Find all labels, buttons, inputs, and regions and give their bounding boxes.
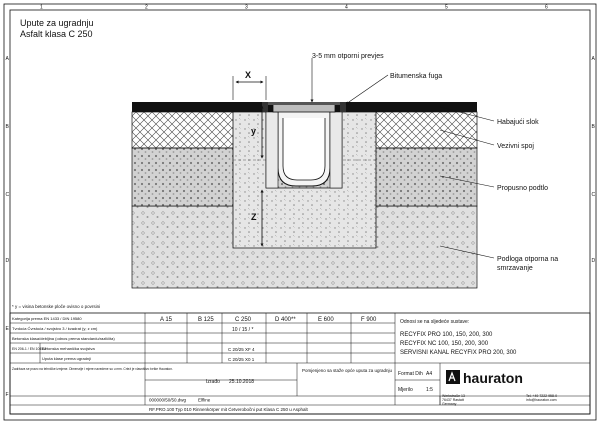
class-cell: A 15 bbox=[160, 317, 173, 323]
footer-description: RF.PRO.100 Typ 010 Rinnenkörper mit Ćetverobočni put Klasa C 250 u Asphalt bbox=[149, 407, 308, 412]
checked-note: Pomjenjeno sa staže opće uputa za ugradnju bbox=[302, 368, 393, 373]
address-line: 76437 Rastatt bbox=[442, 398, 464, 402]
row-letter: D bbox=[591, 258, 596, 264]
row-letter: D bbox=[5, 258, 10, 264]
label-binding: Vezivni spoj bbox=[497, 143, 534, 150]
hauraton-logo-icon bbox=[446, 370, 523, 386]
drawn-date: 25.10.2018 bbox=[229, 379, 255, 385]
email: info@hauraton.com bbox=[526, 398, 557, 402]
channel-inner bbox=[283, 118, 325, 180]
col-number: 5 bbox=[445, 4, 448, 11]
callout-gap bbox=[312, 53, 384, 102]
drawn-label: Izrađo bbox=[206, 379, 220, 385]
label-subbase-2: smrzavanje bbox=[497, 265, 533, 272]
row-letter: E bbox=[5, 326, 9, 332]
row-letter: A bbox=[5, 56, 9, 62]
dim-x-label: X bbox=[245, 70, 252, 80]
row3-label: Betonska klasa/debljina (odnos prema standardu/različita) bbox=[12, 336, 115, 341]
grating bbox=[273, 104, 335, 112]
c250-install-class: C 20/25 X0 1 bbox=[228, 357, 255, 362]
row1-label: Kategorija prema EN 1433 / DIN 19580 bbox=[12, 316, 82, 321]
col-number: 1 bbox=[40, 4, 43, 11]
class-cell: D 400** bbox=[275, 317, 296, 323]
c250-concrete-class: C 20/25 XF 4 bbox=[228, 347, 255, 352]
format-label: Format Dih bbox=[398, 371, 423, 377]
channel-wall-left bbox=[266, 112, 278, 188]
scale-label: Mjerilo bbox=[398, 387, 413, 393]
address-line: Werkstraße 13 bbox=[442, 394, 465, 398]
brand-name: hauraton bbox=[463, 370, 523, 386]
load-classes bbox=[160, 317, 377, 323]
address-line: Germany bbox=[442, 402, 457, 406]
class-cell: E 600 bbox=[318, 317, 334, 323]
row-index-left bbox=[6, 56, 10, 398]
legal-note: Zadržava se pravo na tehničke izmjene. Dimenzije i mjere navedene su u mm. Crtež je vlasništvo tvrtke Hauraton. bbox=[12, 367, 173, 371]
product-line: SERVISNI KANAL RECYFIX PRO 200, 300 bbox=[400, 350, 517, 356]
dimension-x bbox=[233, 70, 266, 100]
row-index-right bbox=[592, 56, 596, 264]
c250-dimensions: 10 / 15 / * bbox=[232, 327, 254, 333]
callout-joint-text: Bitumenska fuga bbox=[390, 73, 443, 80]
row4-label: Betonska mehanička svojstva bbox=[42, 346, 95, 351]
callout-gap-text: 3-5 mm otporni prevjes bbox=[312, 53, 384, 60]
channel-wall-right bbox=[330, 112, 342, 188]
row2-label: Tvrdoća Ćvrstoća / svojstvo 3 / kvadrat (y; z cm) bbox=[12, 326, 98, 331]
col-number: 4 bbox=[345, 4, 348, 11]
row5-label: Uputa klase prema ugradnji bbox=[42, 356, 91, 361]
class-cell: F 900 bbox=[361, 317, 377, 323]
col-number: 6 bbox=[545, 4, 548, 11]
label-subbase-1: Podloga otporna na bbox=[497, 256, 559, 263]
row4-code: EN 206-1 / EN 1045-2 bbox=[12, 347, 47, 351]
dim-y-label: y bbox=[251, 126, 257, 136]
row-letter: F bbox=[5, 392, 9, 398]
class-cell: C 250 bbox=[235, 317, 252, 323]
product-line: RECYFIX NC 100, 150, 200, 300 bbox=[400, 341, 489, 347]
row-letter: B bbox=[5, 124, 9, 130]
format-value: A4 bbox=[426, 371, 433, 377]
callout-joint bbox=[346, 73, 442, 104]
grating-frame bbox=[268, 102, 340, 105]
row-letter: C bbox=[5, 192, 10, 198]
row-letter: B bbox=[591, 124, 595, 130]
dim-z-label: Z bbox=[251, 212, 257, 222]
label-wearing: Habajući slok bbox=[497, 119, 539, 126]
col-number: 3 bbox=[245, 4, 248, 11]
label-base: Propusno podtlo bbox=[497, 185, 548, 192]
drawing-subtitle: Asfalt klasa C 250 bbox=[20, 29, 93, 39]
bitumen-joint-right bbox=[340, 102, 346, 112]
row-letter: A bbox=[591, 56, 595, 62]
col-number: 2 bbox=[145, 4, 148, 11]
row-letter: C bbox=[591, 192, 596, 198]
doc-number: 000000/50/50.dwg bbox=[149, 397, 187, 403]
class-cell: B 125 bbox=[198, 317, 214, 323]
cross-section bbox=[132, 102, 477, 288]
bitumen-joint-left bbox=[262, 102, 268, 112]
phone: Tel. +49 7222 958-0 bbox=[526, 394, 558, 398]
footnote: * y = visina betonske ploče ovisno o povrsini bbox=[12, 304, 101, 309]
scale-value: 1:5 bbox=[426, 387, 433, 393]
product-line: RECYFIX PRO 100, 150, 200, 300 bbox=[400, 332, 493, 338]
drawing-title: Upute za ugradnju bbox=[20, 18, 94, 28]
doc-author: Elfline bbox=[198, 397, 211, 403]
product-heading: Odnosi se na sljedeće sustave: bbox=[400, 319, 470, 325]
